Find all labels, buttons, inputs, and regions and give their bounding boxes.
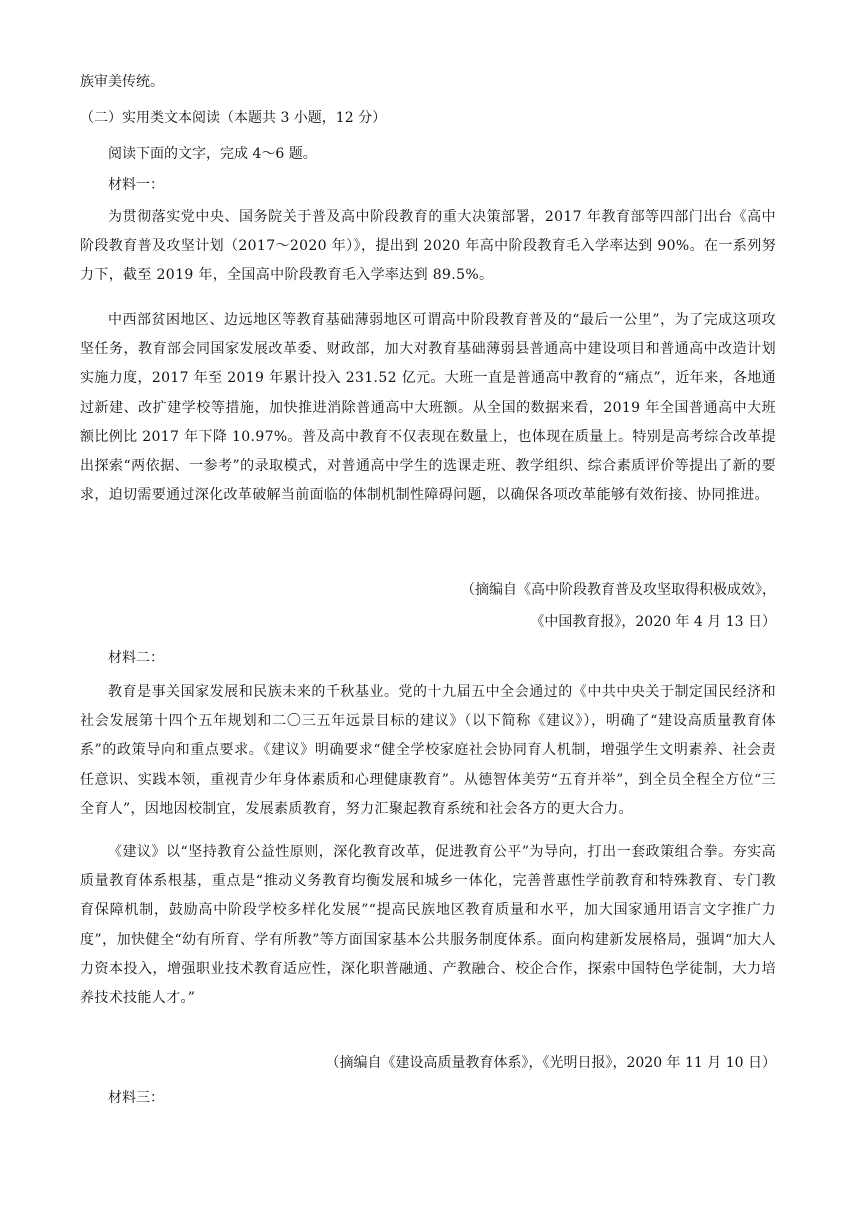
material2-source: （摘编自《建设高质量教育体系》，《光明日报》，2020 年 11 月 10 日） [325, 1055, 776, 1071]
material1-label: 材料一： [108, 177, 164, 193]
material2-label: 材料二： [108, 650, 164, 666]
material1-paragraph2: 中西部贫困地区、边远地区等教育基础薄弱地区可谓高中阶段教育普及的“最后一公里”，为了完成这项攻坚任务，教育部会同国家发展改革委、财政部，加大对教育基础薄弱县普通高中建设项目和普通高中改造计划实施力度，2017 年至 2019 年累计投入 231.52 亿元。大班一直是普通高中教育的“痛点”，近年来，各地通过新建、改扩建学校等措施，加快推进消除普通高中大班额。从全国的数据来看，2019 年全国普通高中大班额比例比 2017 年下降 10.97%。普及高中教育不仅表现在数量上，也体现在质量上。特别是高考综合改革提出探索“两依据、一参考”的录取模式，对普通高中学生的选课走班、教学组织、综合素质评价等提出了新的要求，迫切需要通过深化改革破解当前面临的体制机制性障碍问题，以确保各项改革能够有效衔接、协同推进。 [80, 312, 776, 504]
material1-source-line2: 《中国教育报》，2020 年 4 月 13 日） [530, 614, 776, 630]
material3-label: 材料三： [108, 1090, 164, 1106]
instruction: 阅读下面的文字，完成 4～6 题。 [108, 146, 317, 162]
top-fragment: 族审美传统。 [80, 74, 164, 90]
material2-paragraph2: 《建议》以“坚持教育公益性原则，深化教育改革，促进教育公平”为导向，打出一套政策组合拳。夯实高质量教育体系根基，重点是“推动义务教育均衡发展和城乡一体化，完善普惠性学前教育和特殊教育、专门教育保障机制，鼓励高中阶段学校多样化发展”“提高民族地区教育质量和水平，加大国家通用语言文字推广力度”，加快健全“幼有所育、学有所教”等方面国家基本公共服务制度体系。面向构建新发展格局，强调“加大人力资本投入，增强职业技术教育适应性，深化职普融通、产教融合、校企合作，探索中国特色学徒制，大力培养技术技能人才。” [80, 844, 776, 1007]
material1-paragraph1: 为贯彻落实党中央、国务院关于普及高中阶段教育的重大决策部署，2017 年教育部等四部门出台《高中阶段教育普及攻坚计划（2017～2020 年）》，提出到 2020 年高中阶段教育毛入学率达到 90%。在一系列努力下，截至 2019 年，全国高中阶段教育毛入学率达到 89.5%。 [80, 209, 776, 284]
section-heading: （二）实用类文本阅读（本题共 3 小题，12 分） [80, 110, 387, 126]
material2-paragraph1: 教育是事关国家发展和民族未来的千秋基业。党的十九届五中全会通过的《中共中央关于制定国民经济和社会发展第十四个五年规划和二〇三五年远景目标的建议》（以下简称《建议》），明确了“建设高质量教育体系”的政策导向和重点要求。《建议》明确要求“健全学校家庭社会协同育人机制，增强学生文明素养、社会责任意识、实践本领，重视青少年身体素质和心理健康教育”。从德智体美劳“五育并举”，到全员全程全方位“三全育人”，因地因校制宜，发展素质教育，努力汇聚起教育系统和社会各方的更大合力。 [80, 684, 776, 817]
material1-source-line1: （摘编自《高中阶段教育普及攻坚取得积极成效》， [461, 582, 776, 598]
